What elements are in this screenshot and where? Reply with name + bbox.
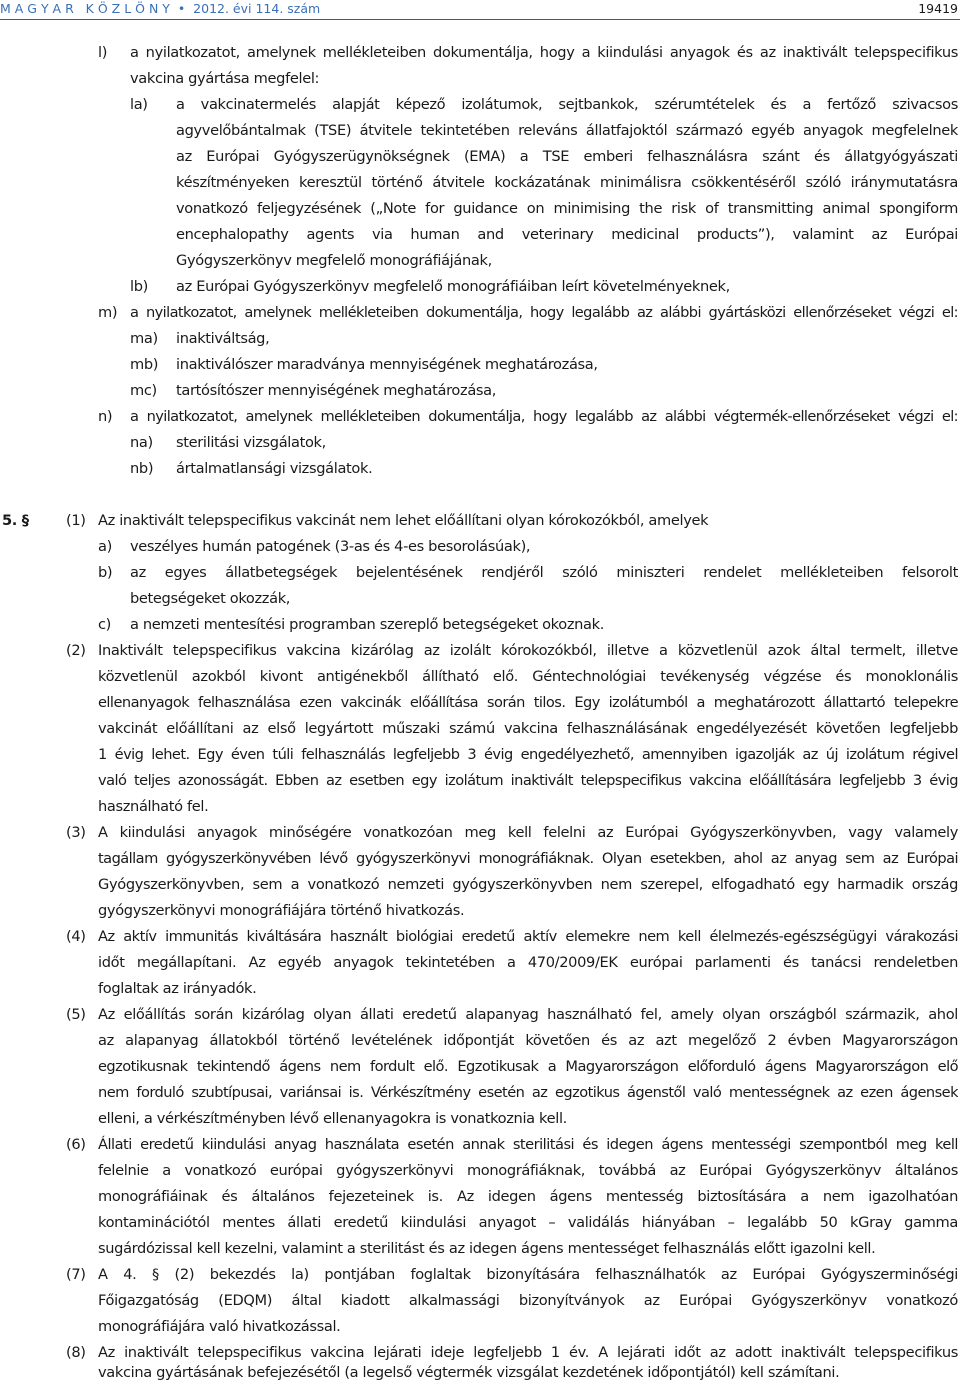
item-label-m: m) — [98, 304, 118, 321]
point-label-c: c) — [98, 616, 112, 633]
item-nb-line: ártalmatlansági vizsgálatok. — [176, 460, 373, 477]
point-c-line: a nemzeti mentesítési programban szereplő betegségeket okoznak. — [130, 616, 605, 633]
point-a-line: veszélyes humán patogének (3-as és 4-es besorolásúak), — [130, 538, 531, 555]
paragraph-4-line: Az aktív immunitás kiváltására használt biológiai eredetű aktív elemekre nem kell élelmezés-egészségügyi várakozási — [98, 928, 958, 945]
item-l-line: a nyilatkozatot, amelynek mellékleteiben dokumentálja, hogy a kiindulási anyagok és az inaktivált telepspecifikus — [130, 44, 958, 61]
item-mc-line: tartósítószer mennyiségének meghatározása, — [176, 382, 497, 399]
item-label-na: na) — [130, 434, 153, 451]
paragraph-3-line: Gyógyszerkönyvben, sem a vonatkozó nemzeti gyógyszerkönyvben nem szerepel, elfogadható egy harmadik ország — [98, 876, 958, 893]
paragraph-1-line: Az inaktivált telepspecifikus vakcinát nem lehet előállítani olyan kórokozókból, amelyek — [98, 512, 709, 529]
paragraph-5-line: nem forduló szubtípusai, variánsai is. Vérkészítmény esetén az egzotikus ágenstől való mentességnek az ezen ágensek — [98, 1084, 958, 1101]
item-label-n: n) — [98, 408, 113, 425]
paragraph-6-line: felelnie a vonatkozó európai gyógyszerkönyvi monográfiáknak, továbbá az Európai Gyógyszerkönyv általános — [98, 1162, 958, 1179]
header-rule — [0, 19, 960, 20]
item-lb-line: az Európai Gyógyszerkönyv megfelelő monográfiáiban leírt követelményeknek, — [176, 278, 730, 295]
journal-title: M A G Y A R K Ö Z L Ö N Y • 2012. évi 114. szám — [0, 1, 321, 16]
paragraph-3-line: tagállam gyógyszerkönyvében lévő gyógyszerkönyvi monográfiáknak. Olyan esetekben, ahol az anyag sem az Európai — [98, 850, 958, 867]
point-label-a: a) — [98, 538, 112, 555]
paragraph-label: (7) — [66, 1266, 86, 1283]
paragraph-label: (1) — [66, 512, 86, 529]
paragraph-6-line: monográfiáinak és általános fejezeteinek is. Az idegen ágens mentesség biztosítására a nem igazolhatóan — [98, 1188, 958, 1205]
paragraph-6-line: kontaminációtól mentes állati eredetű kiindulási anyagot – validálás hiányában – legalább 50 kGray gamma — [98, 1214, 958, 1231]
point-label-b: b) — [98, 564, 113, 581]
page-number: 19419 — [918, 1, 958, 16]
item-label-mb: mb) — [130, 356, 159, 373]
paragraph-2-line: közvetlenül azokból kivont antigénekből állítható elő. Géntechnológiai tevékenység végzése és monoklonális — [98, 668, 958, 685]
paragraph-4-line: időt megállapítani. Az egyéb anyagok tekintetében a 470/2009/EK európai parlamenti és tanácsi rendeletben — [98, 954, 958, 971]
point-b-line: az egyes állatbetegségek bejelentésének rendjéről szóló miniszteri rendelet mellékleteiben felsorolt — [130, 564, 958, 581]
item-label-l: l) — [98, 44, 108, 61]
paragraph-8-line: Az inaktivált telepspecifikus vakcina lejárati ideje legfeljebb 1 év. A lejárati időt az adott inaktivált telepspecifikus — [98, 1344, 958, 1361]
paragraph-label: (8) — [66, 1344, 86, 1361]
item-n-line: a nyilatkozatot, amelynek mellékleteiben dokumentálja, hogy legalább az alábbi végtermék-ellenőrzéseket végzi el: — [130, 408, 958, 425]
item-l-line: vakcina gyártása megfelel: — [130, 70, 320, 87]
point-b-line: betegségeket okozzák, — [130, 590, 291, 607]
item-la-line: agyvelőbántalmak (TSE) átvitele tekintetében releváns állatfajoktól származó egyéb anyagok megfelelnek — [176, 122, 958, 139]
paragraph-2-line: 1 évig lehet. Egy éven túli felhasználás legfeljebb 3 évig engedélyezhető, amennyiben igazolják az új izolátum régivel — [98, 746, 958, 763]
paragraph-label: (3) — [66, 824, 86, 841]
paragraph-3-line: gyógyszerkönyvi monográfiájára történő hivatkozás. — [98, 902, 465, 919]
item-label-ma: ma) — [130, 330, 158, 347]
item-la-line: encephalopathy agents via human and veterinary medicinal products”), valamint az Európai — [176, 226, 958, 243]
paragraph-5-line: az alapanyag állatokból történő levételének időpontját követően és az azt megelőző 2 évben Magyarországon — [98, 1032, 958, 1049]
item-na-line: sterilitási vizsgálatok, — [176, 434, 326, 451]
paragraph-2-line: vakcinát előállítani az első legyártott műszaki számú vakcina felhasználásának engedélyezését követően legfeljebb — [98, 720, 958, 737]
paragraph-3-line: A kiindulási anyagok minőségére vonatkozóan meg kell felelni az Európai Gyógyszerkönyvben, vagy valamely — [98, 824, 958, 841]
paragraph-6-line: sugárdózissal kell kezelni, valamint a sterilitást és az idegen ágens mentességet felhasználás előtt igazolni kell. — [98, 1240, 876, 1257]
paragraph-2-line: Inaktivált telepspecifikus vakcina kizárólag az izolált kórokozókból, illetve a közvetlenül azok által termelt, illetve — [98, 642, 958, 659]
paragraph-6-line: Állati eredetű kiindulási anyag használata esetén annak sterilitási és idegen ágens mentességi szempontból meg kell — [98, 1136, 958, 1153]
item-m-line: a nyilatkozatot, amelynek mellékleteiben dokumentálja, hogy legalább az alábbi gyártásközi ellenőrzéseket végzi el: — [130, 304, 958, 321]
paragraph-label: (2) — [66, 642, 86, 659]
item-la-line: készítményeken keresztül történő átvitele kockázatának minimálisra csökkentéséről szóló iránymutatásra — [176, 174, 958, 191]
paragraph-label: (5) — [66, 1006, 86, 1023]
paragraph-8-line: vakcina gyártásának befejezésétől (a legelső végtermék vizsgálat kezdetének időpontjától) kell számítani. — [98, 1364, 840, 1381]
item-la-line: vonatkozó feljegyzésének („Note for guidance on minimising the risk of transmitting animal spongiform — [176, 200, 958, 217]
paragraph-5-line: Az előállítás során kizárólag olyan állati eredetű alapanyag használható fel, amely olyan országból származik, ahol — [98, 1006, 958, 1023]
paragraph-7-line: Főigazgatóság (EDQM) által kiadott alkalmassági bizonyítványok az Európai Gyógyszerkönyv vonatkozó — [98, 1292, 958, 1309]
item-la-line: a vakcinatermelés alapját képező izolátumok, sejtbankok, szérumtételek és a fertőző szivacsos — [176, 96, 958, 113]
section-heading: 5. § — [2, 512, 29, 529]
paragraph-label: (6) — [66, 1136, 86, 1153]
item-la-line: az Európai Gyógyszerügynökségnek (EMA) a TSE emberi felhasználásra szánt és állatgyógyászati — [176, 148, 958, 165]
item-label-la: la) — [130, 96, 148, 113]
paragraph-2-line: való teljes azonosságát. Ebben az esetben egy izolátum inaktivált telepspecifikus vakcina előállítására legfeljebb 3 évig — [98, 772, 958, 789]
paragraph-label: (4) — [66, 928, 86, 945]
paragraph-2-line: használható fel. — [98, 798, 209, 815]
item-la-line: Gyógyszerkönyv megfelelő monográfiájának, — [176, 252, 492, 269]
paragraph-4-line: foglaltak az irányadók. — [98, 980, 257, 997]
item-label-nb: nb) — [130, 460, 154, 477]
paragraph-7-line: A 4. § (2) bekezdés la) pontjában foglaltak bizonyítására felhasználhatók az Európai Gyógyszerminőségi — [98, 1266, 958, 1283]
paragraph-2-line: ellenanyagok felhasználása ezen vakcinák előállítása során tilos. Egy izolátumból a meghatározott állattartó telepekre — [98, 694, 958, 711]
item-label-lb: lb) — [130, 278, 148, 295]
item-mb-line: inaktiválószer maradványa mennyiségének meghatározása, — [176, 356, 598, 373]
page-header — [0, 0, 960, 22]
item-label-mc: mc) — [130, 382, 157, 399]
paragraph-5-line: egzotikusnak tekintendő ágens nem fordult elő. Egzotikusak a Magyarországon előforduló ágens Magyarországon elő — [98, 1058, 958, 1075]
paragraph-7-line: monográfiájára való hivatkozással. — [98, 1318, 341, 1335]
item-ma-line: inaktiváltság, — [176, 330, 270, 347]
paragraph-5-line: elleni, a vérkészítményben lévő ellenanyagokra is vonatkoznia kell. — [98, 1110, 567, 1127]
